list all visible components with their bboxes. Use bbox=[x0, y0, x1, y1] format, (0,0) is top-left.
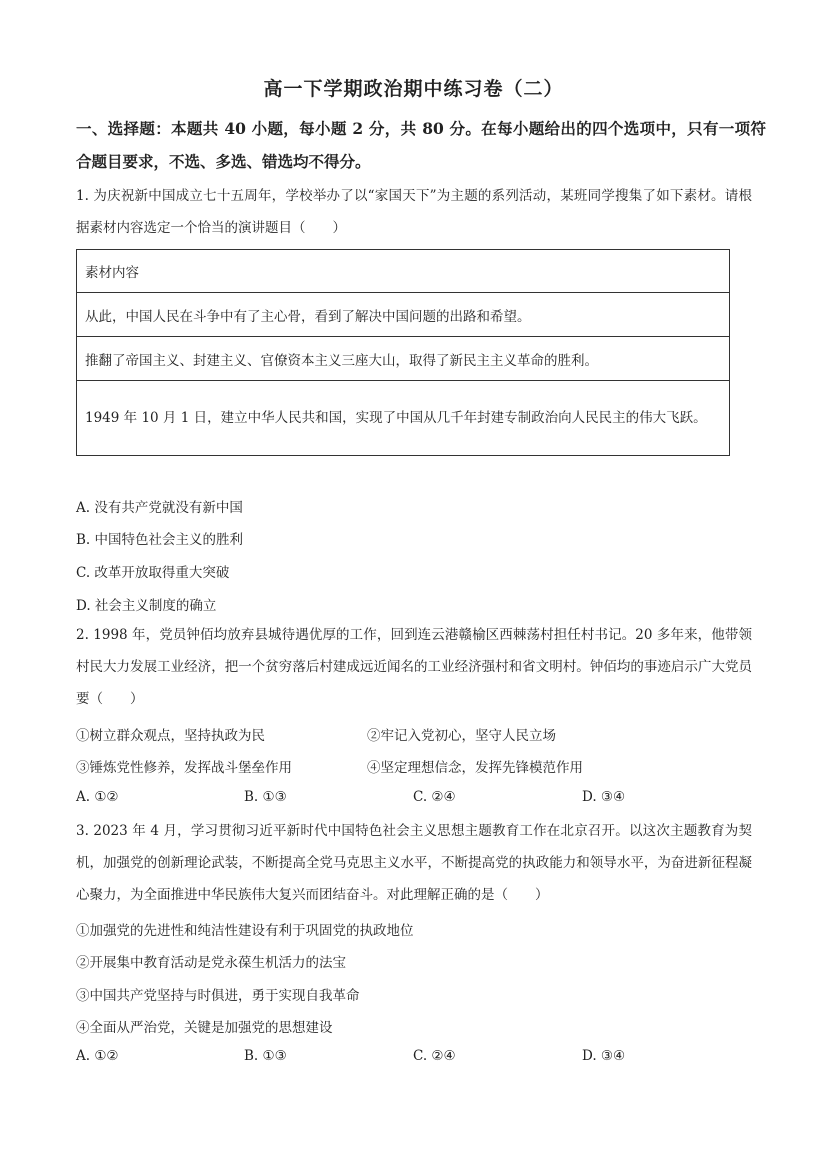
table-row bbox=[77, 250, 730, 293]
q3-option-c[interactable]: C. ②④ bbox=[413, 1048, 456, 1064]
q2-option-a[interactable]: A. ①② bbox=[76, 789, 119, 805]
q2-statements-row-2 bbox=[76, 756, 756, 776]
q2-statement-2: ②牢记入党初心，坚守人民立场 bbox=[367, 728, 556, 744]
question-2-stem: 2. 1998 年，党员钟佰均放弃县城待遇优厚的工作，回到连云港赣榆区西棘荡村担任村书记。20 多年来，他带领村民大力发展工业经济，把一个贫穷落后村建成远近闻名的工业经济强村和省文明村。钟佰均的事迹启示广大党员要（ ） bbox=[76, 627, 752, 707]
q3-option-a[interactable]: A. ①② bbox=[76, 1048, 119, 1064]
q3-statement-4: ④全面从严治党，关键是加强党的思想建设 bbox=[76, 1020, 333, 1036]
page-title: 高一下学期政治期中练习卷（二） bbox=[263, 78, 564, 100]
q1-option-a[interactable]: A. 没有共产党就没有新中国 bbox=[76, 500, 243, 516]
q3-statement-3: ③中国共产党坚持与时俱进，勇于实现自我革命 bbox=[76, 988, 360, 1004]
table-cell: 从此，中国人民在斗争中有了主心骨，看到了解决中国问题的出路和希望。 bbox=[77, 293, 730, 337]
q2-option-b[interactable]: B. ①③ bbox=[244, 789, 287, 805]
question-3-stem: 3. 2023 年 4 月，学习贯彻习近平新时代中国特色社会主义思想主题教育工作在北京召开。以这次主题教育为契机，加强党的创新理论武装，不断提高全党马克思主义水平，不断提高党的执政能力和领导水平，为奋进新征程凝心聚力，为全面推进中华民族伟大复兴而团结奋斗。对此理解正确的是（ ） bbox=[76, 823, 752, 903]
table-cell: 推翻了帝国主义、封建主义、官僚资本主义三座大山，取得了新民主主义革命的胜利。 bbox=[77, 337, 730, 381]
q2-options bbox=[76, 789, 756, 809]
q3-statement-1: ①加强党的先进性和纯洁性建设有利于巩固党的执政地位 bbox=[76, 923, 414, 939]
q2-option-d[interactable]: D. ③④ bbox=[582, 789, 626, 805]
q3-statement-2: ②开展集中教育活动是党永葆生机活力的法宝 bbox=[76, 955, 346, 971]
q2-statement-4: ④坚定理想信念，发挥先锋模范作用 bbox=[367, 760, 583, 776]
table-row bbox=[77, 293, 730, 337]
q2-statements-row-1 bbox=[76, 724, 756, 744]
q3-options bbox=[76, 1048, 756, 1068]
q3-option-b[interactable]: B. ①③ bbox=[244, 1048, 287, 1064]
material-table bbox=[76, 249, 730, 456]
section-heading: 一、选择题：本题共 40 小题，每小题 2 分，共 80 分。在每小题给出的四个选项中，只有一项符合题目要求，不选、多选、错选均不得分。 bbox=[76, 119, 766, 171]
q1-option-b[interactable]: B. 中国特色社会主义的胜利 bbox=[76, 532, 244, 548]
table-row bbox=[77, 381, 730, 456]
question-1-stem: 1. 为庆祝新中国成立七十五周年，学校举办了以“家国天下”为主题的系列活动，某班同学搜集了如下素材。请根据素材内容选定一个恰当的演讲题目（ ） bbox=[76, 188, 752, 236]
table-cell: 1949 年 10 月 1 日，建立中华人民共和国，实现了中国从几千年封建专制政治向人民民主的伟大飞跃。 bbox=[77, 381, 730, 456]
q1-option-d[interactable]: D. 社会主义制度的确立 bbox=[76, 598, 217, 614]
q2-statement-3: ③锤炼党性修养，发挥战斗堡垒作用 bbox=[76, 760, 292, 776]
q1-option-c[interactable]: C. 改革开放取得重大突破 bbox=[76, 565, 230, 581]
q3-option-d[interactable]: D. ③④ bbox=[582, 1048, 626, 1064]
table-row bbox=[77, 337, 730, 381]
table-header-cell: 素材内容 bbox=[77, 250, 730, 293]
q2-statement-1: ①树立群众观点，坚持执政为民 bbox=[76, 728, 265, 744]
q2-option-c[interactable]: C. ②④ bbox=[413, 789, 456, 805]
